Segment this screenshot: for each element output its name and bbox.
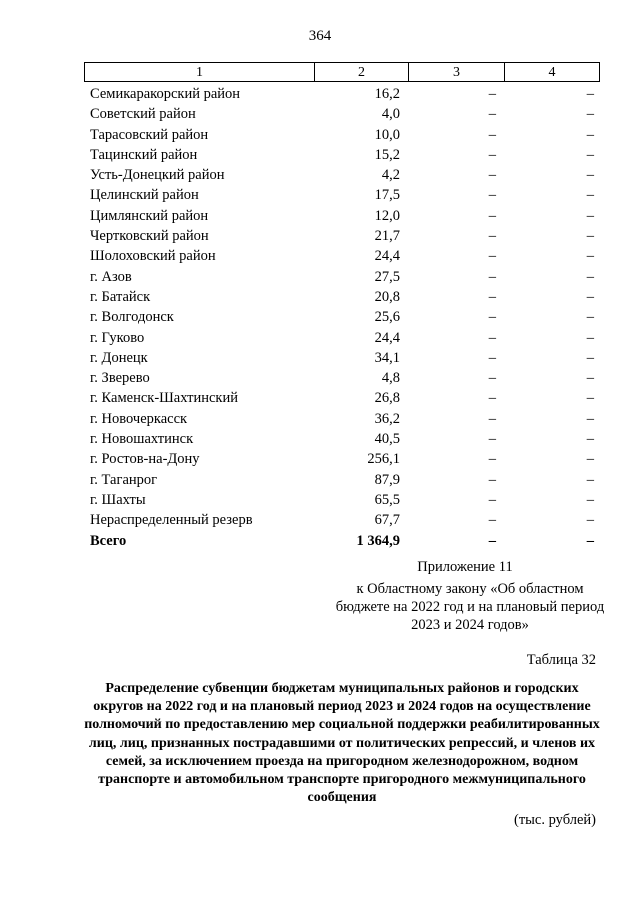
table-row — [84, 246, 600, 266]
units-note: (тыс. рублей) — [514, 812, 596, 828]
row-value-2024: – — [586, 228, 594, 245]
row-name: Семикаракорский район — [90, 86, 241, 102]
row-value-2024: – — [586, 207, 594, 224]
table-row — [84, 388, 600, 408]
row-value-2022: 65,5 — [374, 491, 400, 508]
table-row — [84, 84, 600, 104]
table-row — [84, 267, 600, 287]
table-row — [84, 490, 600, 510]
row-name: г. Гуково — [90, 329, 145, 346]
table-row — [84, 307, 600, 327]
appendix-text: к Областному закону «Об областном бюджете на 2022 год и на плановый период 2023 и 2024 годов» — [335, 581, 605, 633]
row-name: г. Зверево — [90, 370, 150, 387]
row-value-2023: – — [488, 228, 496, 245]
row-value-2024: – — [586, 349, 594, 366]
row-value-2024: – — [586, 451, 594, 468]
table-row — [84, 429, 600, 449]
row-name: г. Ростов-на-Дону — [90, 451, 200, 468]
row-value-2024: – — [586, 86, 594, 102]
row-value-2022: 24,4 — [374, 329, 400, 346]
row-value-2022: 34,1 — [374, 349, 400, 366]
row-value-2022: 20,8 — [374, 288, 400, 305]
row-value-2024: – — [586, 167, 594, 184]
row-value-2023: – — [488, 187, 496, 204]
table-row — [84, 206, 600, 226]
row-name: г. Батайск — [90, 288, 151, 305]
table-header — [84, 62, 600, 82]
row-value-2023: – — [488, 309, 496, 326]
row-value-2022: 1 364,9 — [356, 532, 400, 549]
row-value-2024: – — [586, 106, 594, 123]
table-row — [84, 510, 600, 530]
table-row — [84, 185, 600, 205]
header-col-3: 3 — [409, 63, 505, 81]
row-value-2023: – — [488, 370, 496, 387]
row-name: г. Волгодонск — [90, 309, 174, 326]
row-value-2024: – — [586, 268, 594, 285]
row-value-2024: – — [586, 288, 594, 305]
table-row — [84, 328, 600, 348]
row-value-2022: 4,2 — [381, 167, 400, 184]
table-row — [84, 368, 600, 388]
row-name: Советский район — [90, 106, 196, 123]
row-value-2022: 67,7 — [374, 512, 400, 529]
row-value-2022: 36,2 — [374, 410, 400, 427]
row-value-2022: 87,9 — [374, 471, 400, 488]
header-col-1: 1 — [85, 63, 315, 81]
row-value-2023: – — [488, 106, 496, 123]
row-value-2022: 256,1 — [367, 451, 400, 468]
table-heading: Распределение субвенции бюджетам муниципальных районов и городских округов на 2022 год и на плановый период 2023 и 2024 годов на осуществление полномочий по предоставлению мер социальной поддержки реабилитированных лиц, лиц, признанных пострадавшими от политических репрессий, и членов их семей, за исключением проезда на пригородном железнодорожном, водном транспорте и автомобильном транспорте пригородного межмуниципального сообщения — [84, 681, 600, 806]
table-row — [84, 470, 600, 490]
row-value-2024: – — [586, 532, 594, 549]
table-row — [84, 104, 600, 124]
header-col-2: 2 — [315, 63, 409, 81]
row-name: г. Новочеркасск — [90, 410, 188, 427]
row-name: Целинский район — [90, 187, 199, 204]
row-value-2023: – — [488, 431, 496, 448]
row-value-2023: – — [488, 471, 496, 488]
row-value-2023: – — [488, 491, 496, 508]
row-value-2022: 4,8 — [381, 370, 400, 387]
row-value-2024: – — [586, 431, 594, 448]
row-name: Шолоховский район — [90, 248, 216, 265]
row-value-2023: – — [488, 329, 496, 346]
row-value-2024: – — [586, 410, 594, 427]
row-value-2023: – — [488, 126, 496, 143]
row-value-2023: – — [488, 390, 496, 407]
total-row — [84, 531, 600, 551]
row-value-2024: – — [586, 329, 594, 346]
row-value-2024: – — [586, 471, 594, 488]
table-row — [84, 287, 600, 307]
row-name: Тацинский район — [90, 146, 198, 163]
header-col-4: 4 — [548, 65, 556, 80]
row-value-2022: 10,0 — [374, 126, 400, 143]
row-name: Цимлянский район — [90, 207, 209, 224]
row-value-2024: – — [586, 187, 594, 204]
row-value-2022: 16,2 — [374, 86, 400, 102]
row-value-2022: 24,4 — [374, 248, 400, 265]
row-value-2022: 25,6 — [374, 309, 400, 326]
row-value-2024: – — [586, 146, 594, 163]
row-value-2022: 26,8 — [374, 390, 400, 407]
row-value-2023: – — [488, 410, 496, 427]
row-name: г. Таганрог — [90, 471, 158, 488]
page-number: 364 — [308, 28, 332, 44]
row-value-2022: 40,5 — [374, 431, 400, 448]
row-value-2022: 21,7 — [374, 228, 400, 245]
row-value-2023: – — [488, 207, 496, 224]
table-row — [84, 449, 600, 469]
row-value-2023: – — [488, 248, 496, 265]
row-name: Чертковский район — [90, 228, 209, 245]
table-row — [84, 409, 600, 429]
row-value-2024: – — [586, 126, 594, 143]
row-value-2023: – — [488, 146, 496, 163]
row-value-2024: – — [586, 370, 594, 387]
appendix-title: Приложение 11 — [417, 559, 513, 575]
row-value-2024: – — [586, 248, 594, 265]
row-name: г. Азов — [90, 268, 132, 285]
row-value-2023: – — [488, 268, 496, 285]
row-name: г. Новошахтинск — [90, 431, 194, 448]
row-value-2024: – — [586, 390, 594, 407]
row-value-2023: – — [488, 349, 496, 366]
row-value-2022: 17,5 — [374, 187, 400, 204]
row-name: Усть-Донецкий район — [90, 167, 225, 184]
row-value-2024: – — [586, 491, 594, 508]
row-name: Тарасовский район — [90, 126, 209, 143]
table-row — [84, 348, 600, 368]
table-row — [84, 226, 600, 246]
row-value-2024: – — [586, 309, 594, 326]
row-value-2023: – — [488, 167, 496, 184]
table-body — [84, 84, 600, 551]
row-value-2023: – — [488, 86, 496, 102]
row-name: г. Каменск-Шахтинский — [90, 390, 238, 407]
row-value-2023: – — [488, 288, 496, 305]
row-value-2023: – — [488, 512, 496, 529]
row-value-2023: – — [488, 451, 496, 468]
table-row — [84, 125, 600, 145]
row-name: г. Шахты — [90, 491, 146, 508]
table-row — [84, 145, 600, 165]
table-label: Таблица 32 — [526, 652, 596, 668]
row-name: Всего — [90, 532, 127, 549]
row-name: г. Донецк — [90, 349, 148, 366]
row-value-2022: 12,0 — [374, 207, 400, 224]
row-value-2022: 27,5 — [374, 268, 400, 285]
row-value-2023: – — [488, 532, 496, 549]
row-value-2022: 4,0 — [381, 106, 400, 123]
row-value-2024: – — [586, 512, 594, 529]
row-name: Нераспределенный резерв — [90, 512, 253, 529]
table-row — [84, 165, 600, 185]
row-value-2022: 15,2 — [374, 146, 400, 163]
